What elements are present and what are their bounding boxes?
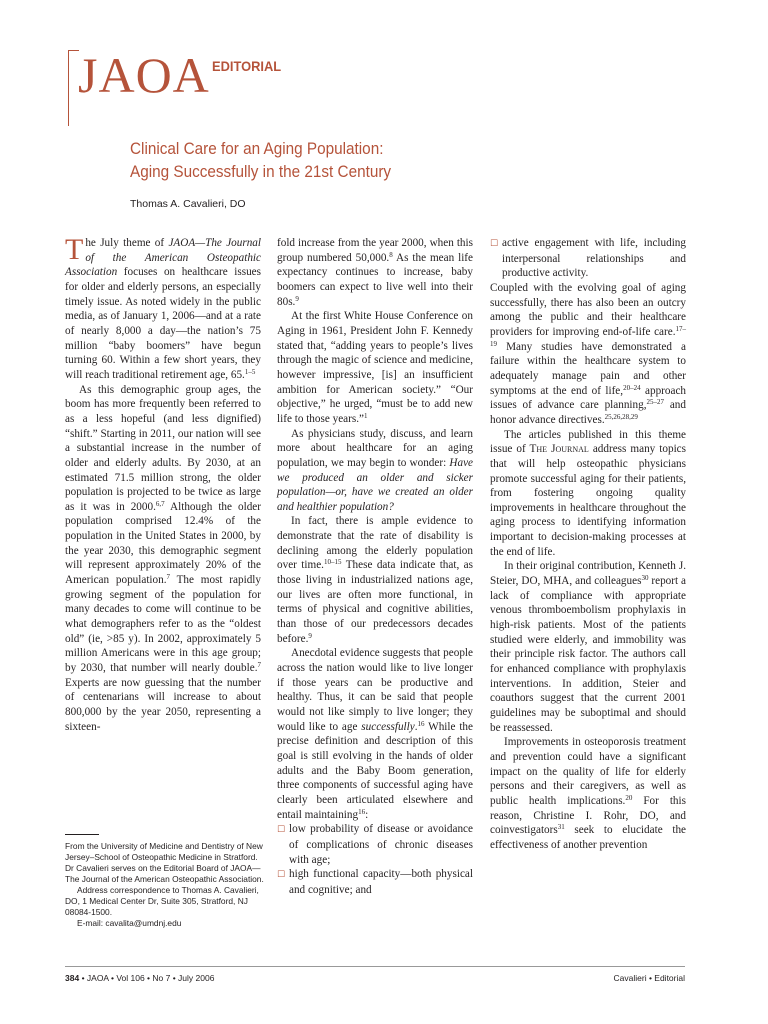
footer-divider [65,966,685,967]
body-column-2 [277,236,473,898]
paragraph: fold increase from the year 2000, when this group numbered 50,000.$^8$ As the mean life expectancy continues to increase, baby boomers can expect to live well into their 80s.$^9$ [277,237,473,308]
paragraph: The articles published in this theme issue of The Journal address many topics that will help osteopathic physicians promote successful aging for their patients, from fostering ongoing quality improvements in healthcare throughout the aging process to identifying information important to decision-making processes at the end of life. [490,428,687,558]
drop-cap: T [65,233,84,266]
paragraph: At the first White House Conference on Aging in 1961, President John F. Kennedy stated that, “adding years to people’s lives through the magic of science and medicine, however impressive, [is] an insufficient ambition for American society.” “Our objective,” he urged, “must be to add new life to those years.”$^1$ [277,310,473,425]
footnote-affiliation: From the University of Medicine and Dentistry of New Jersey–School of Osteopathic Medicine in Stratford. Dr Cavalieri serves on the Editorial Board of JAOA—The Journal of the American Osteopathic Association. [65,841,264,884]
footnote-divider [65,834,99,835]
list-item: ☐ active engagement with life, including interpersonal relationships and productive activity. [490,237,686,280]
bullet-box-icon: ☐ [277,825,286,836]
paragraph: The July theme of JAOA—The Journal of the American Osteopathic Association focuses on healthcare issues for older and elderly persons, an especially timely issue. As noted widely in the public media, as of January 1, 2006—and at a rate of nearly 8,000 a day—the nation’s 75 million “baby boomers” have begun turning 60. Within a few short years, they will reach traditional retirement age, 65.$^{1-5}$ [65,233,261,381]
list-item: ☐ high functional capacity—both physical and cognitive; and [277,868,473,896]
page-number: 384 [65,973,80,983]
bullet-box-icon: ☐ [490,239,499,249]
article-title [130,137,490,183]
author-byline: Thomas A. Cavalieri, DO [130,198,246,210]
paragraph: As this demographic group ages, the boom has more frequently been referred to as a less hopeful (and less dignified) “shift.” Starting in 2011, our nation will see a substantial increase in the number of older and elderly adults. By 2030, at an estimated 71.5 million strong, the older population is projected to be twice as large as it was in 2000.$^{6,7}$ Although the older population comprised 12.4% of the population in the United States in 2000, by the year 2030, this demographic segment will represent approximately 20% of the American population.$^7$ The most rapidly growing segment of the population for many decades to come will continue to be what demographers refer to as the “oldest old” (ie, >85 y). In 2002, approximately 5 million Americans were in this age group; by 2030, that number will nearly double.$^7$ Experts are now guessing that the number of centenarians will increase to about 800,000 by the year 2050, representing a sixteen- [65,383,261,733]
section-label: EDITORIAL [212,58,282,74]
title-line-1: Clinical Care for an Aging Population: [130,139,384,158]
body-column-3 [490,236,686,853]
paragraph: As physicians study, discuss, and learn more about healthcare for an aging population, we may begin to wonder: Have we produced an older and sicker population—or, have we created an older and healthier population? [277,427,473,513]
footnote-address: Address correspondence to Thomas A. Cavalieri, DO, 1 Medical Center Dr, Suite 305, Stratford, NJ 08084-1500. [65,885,259,917]
footnote-email: E-mail: cavalita@umdnj.edu [77,918,182,928]
paragraph: Improvements in osteoporosis treatment and prevention could have a significant impact on the quality of life for elderly persons and their caregivers, as well as public health implications.$^{20}$ For this reason, Christine I. Rohr, DO, and coinvestigators$^{31}$ seek to elucidate the effectiveness of another prevention [490,736,686,851]
bullet-box-icon: ☐ [277,870,286,881]
running-head: Cavalieri • Editorial [613,973,685,983]
paragraph: In fact, there is ample evidence to demonstrate that the rate of disability is declining among the elderly population over time.$^{10-15}$ These data indicate that, as those living in industrialized nations age, our lives are often more functional, in terms of physical and cognitive abilities, than those of our predecessors decades before.$^9$ [277,515,473,645]
citation: • JAOA • Vol 106 • No 7 • July 2006 [81,973,215,983]
paragraph: Coupled with the evolving goal of aging successfully, there has also been an outcry among the public and their healthcare providers for improving end-of-life care.$^{17-19}$ Many studies have demonstrated a failure within the healthcare system to adequately manage pain and other symptoms at the end of life,$^{20-24}$ approach issues of advance care planning,$^{25-27}$ and honor advance directives.$^{25,26,28,29}$ [490,281,687,426]
title-line-2: Aging Successfully in the 21st Century [130,162,392,181]
body-column-1 [65,233,261,734]
journal-logo: JAOA [78,47,210,103]
paragraph: In their original contribution, Kenneth J. Steier, DO, MHA, and colleagues$^{30}$ report a lack of compliance with appropriate venous thromboembolism prophylaxis in high-risk patients. Most of the patients studied were elderly, and immobility was their principle risk factor. The authors call for enhanced compliance with prophylaxis interventions. In addition, Steier and coauthors suggest that the current 2001 guidelines may be suboptimal and should be reassessed. [490,560,686,734]
list-item: ☐ low probability of disease or avoidance of complications of chronic diseases with age; [277,823,473,866]
paragraph: Anecdotal evidence suggests that people across the nation would like to live longer if those years can be productive and healthy. Thus, it can be said that people would not like simply to live longer; they would like to age successfully.$^{16}$ While the precise definition and description of this goal is still evolving in the hands of older adults and the Baby Boom generation, three components of successful aging have clearly been articulated elsewhere and entail maintaining$^{16}$: [277,647,473,821]
folio-left [65,973,214,983]
footnote-block [65,841,265,929]
